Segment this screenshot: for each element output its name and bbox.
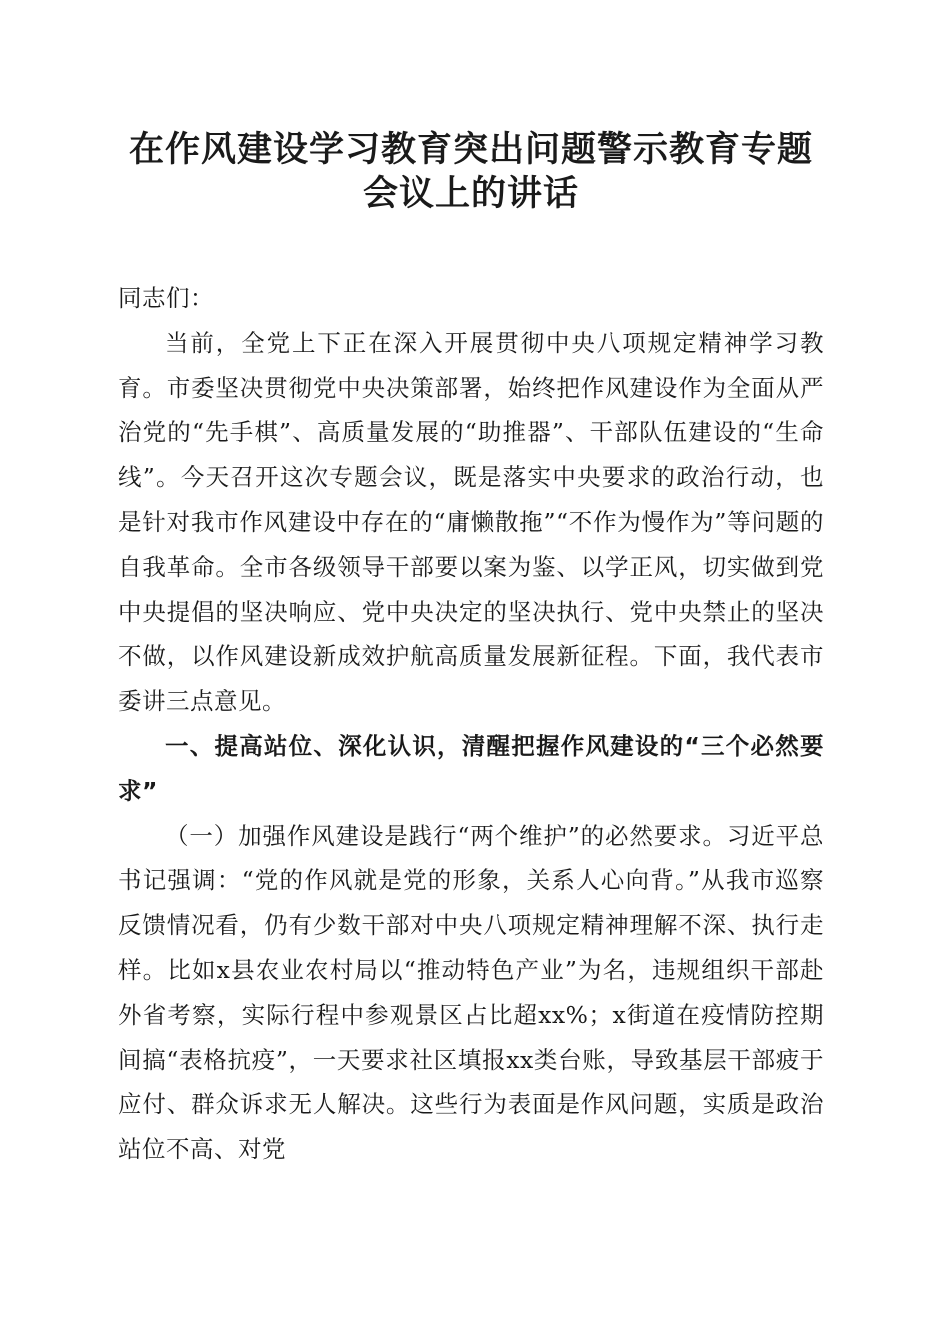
document-title: 在作风建设学习教育突出问题警示教育专题会议上的讲话 bbox=[128, 129, 813, 214]
salutation: 同志们： bbox=[118, 284, 214, 312]
paragraph-intro: 当前，全党上下正在深入开展贯彻中央八项规定精神学习教育。市委坚决贯彻党中央决策部署，始终把作风建设作为全面从严治党的“先手棋”、高质量发展的“助推器”、干部队伍建设的“生命线”。今天召开这次专题会议，既是落实中央要求的政治行动，也是针对我市作风建设中存在的“庸懒散拖”“不作为慢作为”等问题的自我革命。全市各级领导干部要以案为鉴、以学正风，切实做到党中央提倡的坚决响应、党中央决定的坚决执行、党中央禁止的坚决不做，以作风建设新成效护航高质量发展新征程。下面，我代表市委讲三点意见。 bbox=[118, 328, 824, 716]
section-heading-1: 一、提高站位、深化认识，清醒把握作风建设的“三个必然要求” bbox=[118, 731, 824, 805]
paragraph-section-1-1: （一）加强作风建设是践行“两个维护”的必然要求。习近平总书记强调：“党的作风就是党的形象，关系人心向背。”从我市巡察反馈情况看，仍有少数干部对中央八项规定精神理解不深、执行走样。比如x县农业农村局以“推动特色产业”为名，违规组织干部赴外省考察，实际行程中参观景区占比超xx%；x街道在疫情防控期间搞“表格抗疫”，一天要求社区填报xx类台账，导致基层干部疲于应付、群众诉求无人解决。这些行为表面是作风问题，实质是政治站位不高、对党 bbox=[118, 821, 824, 1164]
document-page bbox=[118, 128, 824, 1172]
